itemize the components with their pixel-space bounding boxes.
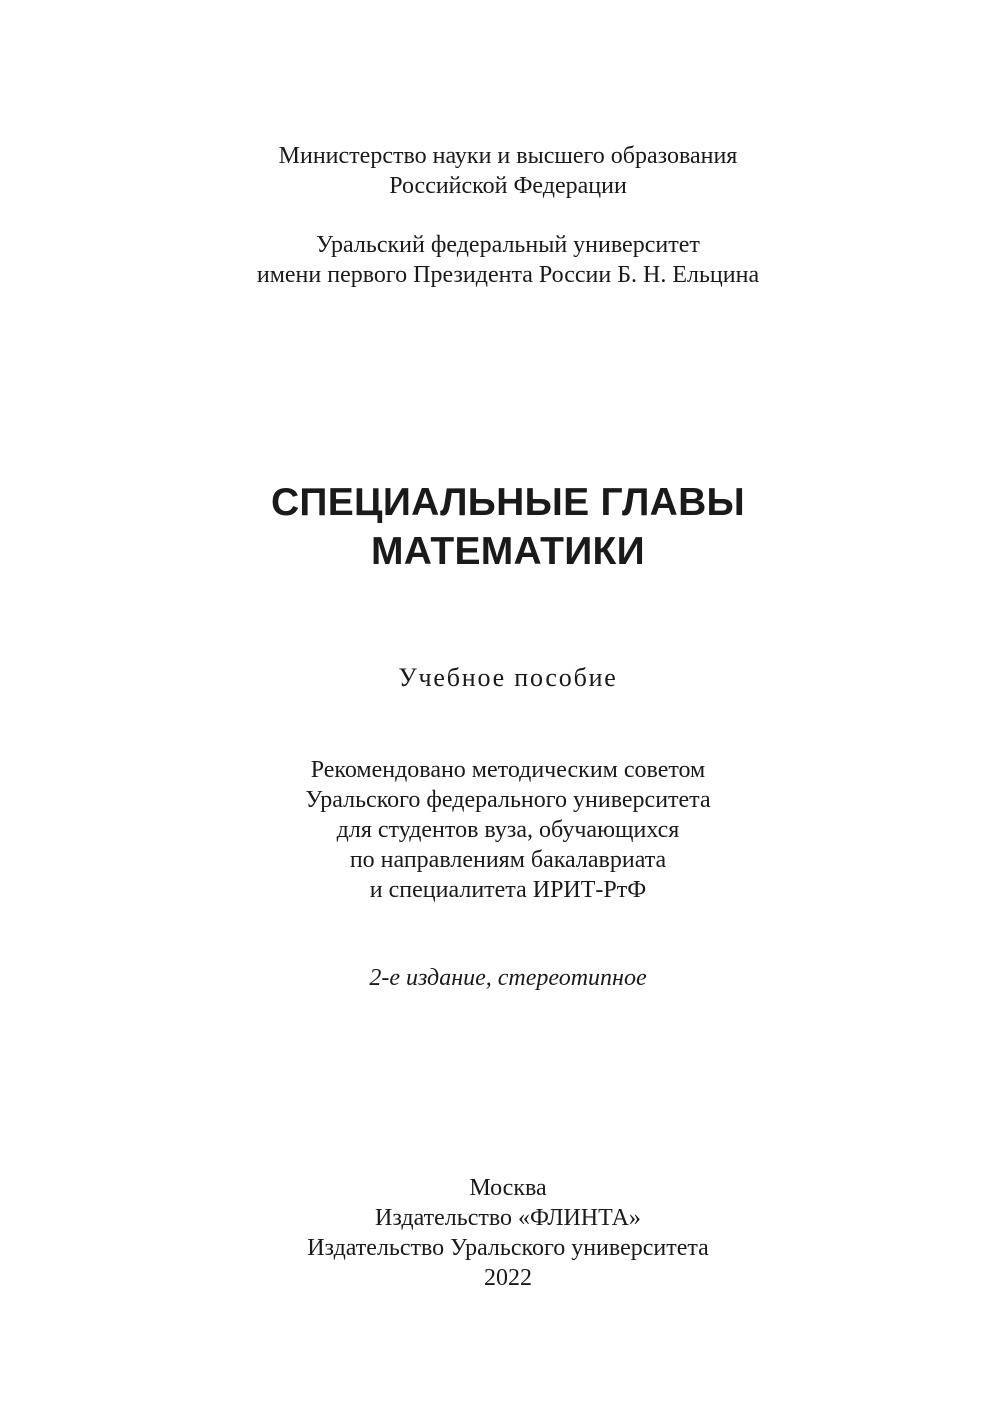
recommendation-line: Уральского федерального университета xyxy=(305,787,711,813)
imprint-publisher: Издательство Уральского университета xyxy=(307,1235,709,1261)
imprint-city: Москва xyxy=(469,1175,547,1201)
edition-note xyxy=(0,963,1004,993)
university-line: Уральский федеральный университет xyxy=(316,232,700,258)
book-subtitle xyxy=(0,662,1004,694)
recommendation-line: по направлениям бакалавриата xyxy=(349,847,667,873)
book-subtitle-text: Учебное пособие xyxy=(398,663,618,692)
recommendation-line: Рекомендовано методическим советом xyxy=(310,757,706,783)
imprint-year: 2022 xyxy=(484,1265,532,1291)
ministry-line: Российской Федерации xyxy=(389,173,627,199)
book-title-line: СПЕЦИАЛЬНЫЕ ГЛАВЫ xyxy=(270,481,746,524)
university-name xyxy=(0,230,1004,290)
recommendation-line: для студентов вуза, обучающихся xyxy=(336,817,680,843)
ministry-header xyxy=(0,141,1004,201)
university-line: имени первого Президента России Б. Н. Ельцина xyxy=(256,262,760,288)
ministry-line: Министерство науки и высшего образования xyxy=(278,143,738,169)
edition-text: 2-е издание, стереотипное xyxy=(369,965,647,991)
recommendation-line: и специалитета ИРИТ-РтФ xyxy=(369,877,647,903)
imprint xyxy=(0,1173,1004,1293)
recommendation-note xyxy=(0,755,1004,905)
imprint-publisher: Издательство «ФЛИНТА» xyxy=(375,1205,641,1231)
book-title-line: МАТЕМАТИКИ xyxy=(371,530,645,573)
book-title xyxy=(0,478,1004,576)
